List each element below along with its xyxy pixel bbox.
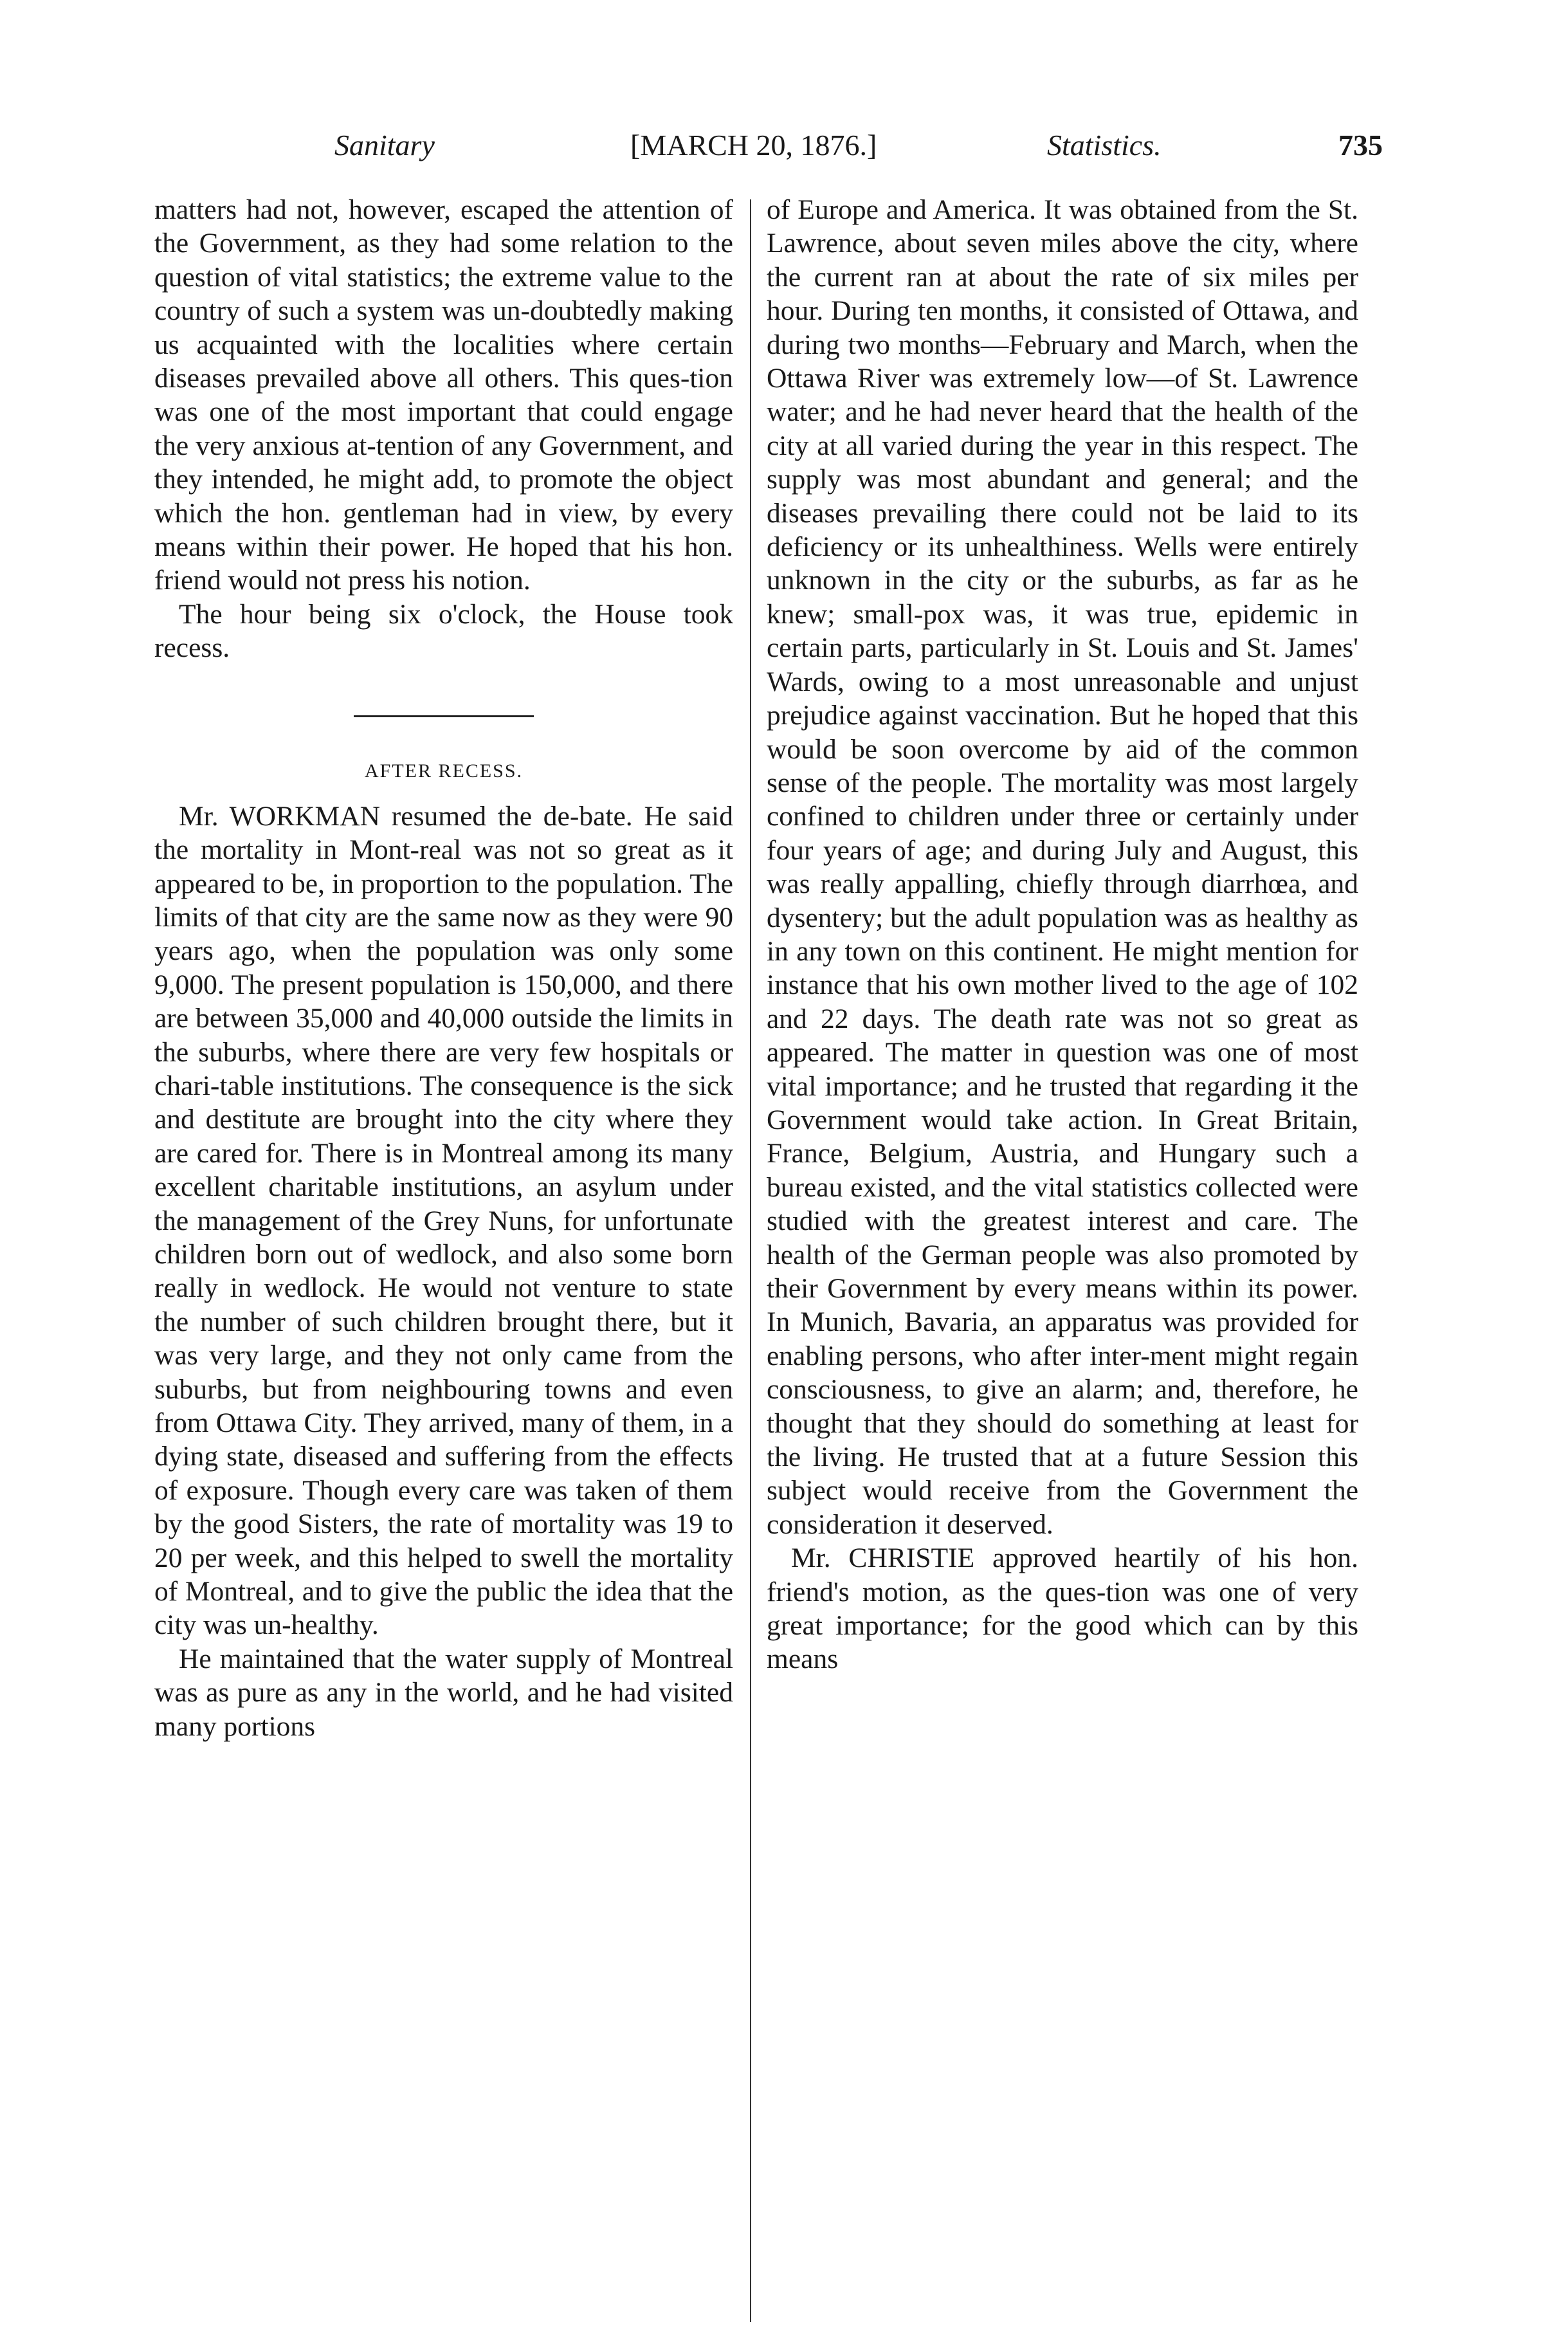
paragraph: Mr. CHRISTIE approved heartily of his hon. friend's motion, as the ques-tion was one of very great importance; for the good which can by this means — [767, 1543, 1358, 1675]
section-heading: AFTER RECESS. — [364, 760, 524, 782]
header-left-title: Sanitary — [334, 129, 435, 161]
right-column — [767, 193, 1358, 1676]
running-header — [334, 126, 1383, 178]
page-number: 735 — [1338, 129, 1383, 161]
header-right-title: Statistics. — [1047, 129, 1162, 161]
paragraph: matters had not, however, escaped the attention of the Government, as they had some relation to the question of vital statistics; the extreme value to the country of such a system was un-doubtedly making us acquainted with the localities where certain diseases prevailed above all others. This ques-tion was one of the most important that could engage the very anxious at-tention of any Government, and they intended, he might add, to promote the object which the hon. gentleman had in view, by every means within their power. He hoped that his hon. friend would not press his notion. — [154, 194, 733, 596]
header-date: [MARCH 20, 1876.] — [630, 129, 877, 161]
paragraph: The hour being six o'clock, the House took recess. — [154, 598, 733, 664]
left-column — [154, 193, 733, 1743]
paragraph: of Europe and America. It was obtained from the St. Lawrence, about seven miles above the city, where the current ran at about the rate of six miles per hour. During ten months, it consisted of Ottawa, and during two months—February and March, when the Ottawa River was extremely low—of St. Lawrence water; and he had never heard that the health of the city at all varied during the year in this respect. The supply was most abundant and general; and the diseases prevailing there could not be laid to its deficiency or its unhealthiness. Wells were entirely unknown in the city or the suburbs, as far as he knew; small-pox was, it was true, epidemic in certain parts, particularly in St. Louis and St. James' Wards, owing to a most unreasonable and unjust prejudice against vaccination. But he hoped that this would be soon overcome by aid of the common sense of the people. The mortality was most largely confined to children under three or certainly under four years of age; and during July and August, this was really appalling, chiefly through diarrhœa, and dysentery; but the adult population was as healthy as in any town on this continent. He might mention for instance that his own mother lived to the age of 102 and 22 days. The death rate was not so great as appeared. The matter in question was one of most vital importance; and he trusted that regarding it the Government would take action. In Great Britain, France, Belgium, Austria, and Hungary such a bureau existed, and the vital statistics collected were studied with the greatest interest and care. The health of the German people was also promoted by their Government by every means within its power. In Munich, Bavaria, an apparatus was provided for enabling persons, who after inter-ment might regain consciousness, to give an alarm; and, therefore, he thought that they should do something at least for the living. He trusted that at a future Session this subject would receive from the Government the consideration it deserved. — [767, 194, 1358, 1540]
paragraph: He maintained that the water supply of Montreal was as pure as any in the world, and he had visited many portions — [154, 1643, 733, 1742]
paragraph: Mr. WORKMAN resumed the de-bate. He said the mortality in Mont-real was not so great as it appeared to be, in proportion to the population. The limits of that city are the same now as they were 90 years ago, when the population was only some 9,000. The present population is 150,000, and there are between 35,000 and 40,000 outside the limits in the suburbs, where there are very few hospitals or chari-table institutions. The consequence is the sick and destitute are brought into the city where they are cared for. There is in Montreal among its many excellent charitable institutions, an asylum under the management of the Grey Nuns, for unfortunate children born out of wedlock, and also some born really in wedlock. He would not venture to state the number of such children brought there, but it was very large, and they not only came from the suburbs, but from neighbouring towns and even from Ottawa City. They arrived, many of them, in a dying state, diseased and suffering from the effects of exposure. Though every care was taken of them by the good Sisters, the rate of mortality was 19 to 20 per week, and this helped to swell the mortality of Montreal, and to give the public the idea that the city was un-healthy. — [154, 800, 733, 1641]
column-divider — [750, 199, 751, 2322]
